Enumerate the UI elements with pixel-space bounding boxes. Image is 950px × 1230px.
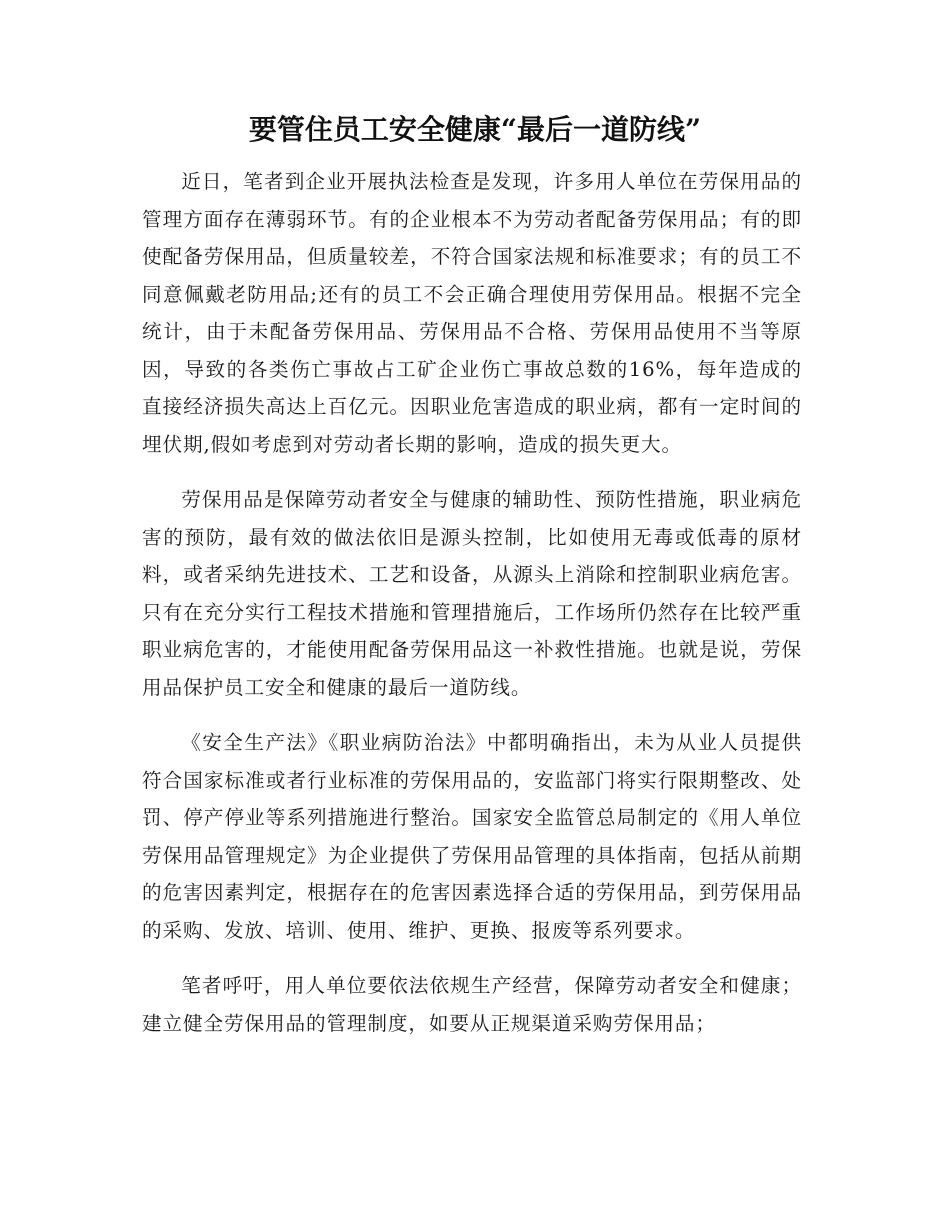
document-body <box>142 163 802 1060</box>
paragraph-3: 《安全生产法》《职业病防治法》中都明确指出，未为从业人员提供符合国家标准或者行业标准的劳保用品的，安监部门将实行限期整改、处罚、停产停业等系列措施进行整治。国家安全监管总局制定的《用人单位劳保用品管理规定》为企业提供了劳保用品管理的具体指南，包括从前期的危害因素判定，根据存在的危害因素选择合适的劳保用品，到劳保用品的采购、发放、培训、使用、维护、更换、报废等系列要求。 <box>142 731 802 942</box>
paragraph-2: 劳保用品是保障劳动者安全与健康的辅助性、预防性措施，职业病危害的预防，最有效的做法依旧是源头控制，比如使用无毒或低毒的原材料，或者采纳先进技术、工艺和设备，从源头上消除和控制职业病危害。只有在充分实行工程技术措施和管理措施后，工作场所仍然存在比较严重职业病危害的，才能使用配备劳保用品这一补救性措施。也就是说，劳保用品保护员工安全和健康的最后一道防线。 <box>142 488 802 699</box>
document-title: 要管住员工安全健康“最后一道防线” <box>248 113 702 146</box>
paragraph-4: 笔者呼吁，用人单位要依法依规生产经营，保障劳动者安全和健康；建立健全劳保用品的管理制度，如要从正规渠道采购劳保用品； <box>142 974 802 1035</box>
paragraph-1: 近日，笔者到企业开展执法检查是发现，许多用人单位在劳保用品的管理方面存在薄弱环节。有的企业根本不为劳动者配备劳保用品；有的即使配备劳保用品，但质量较差，不符合国家法规和标准要求；有的员工不同意佩戴老防用品;还有的员工不会正确合理使用劳保用品。根据不完全统计，由于未配备劳保用品、劳保用品不合格、劳保用品使用不当等原因，导致的各类伤亡事故占工矿企业伤亡事故总数的16%，每年造成的直接经济损失高达上百亿元。因职业危害造成的职业病，都有一定时间的埋伏期,假如考虑到对劳动者长期的影响，造成的损失更大。 <box>142 170 802 456</box>
